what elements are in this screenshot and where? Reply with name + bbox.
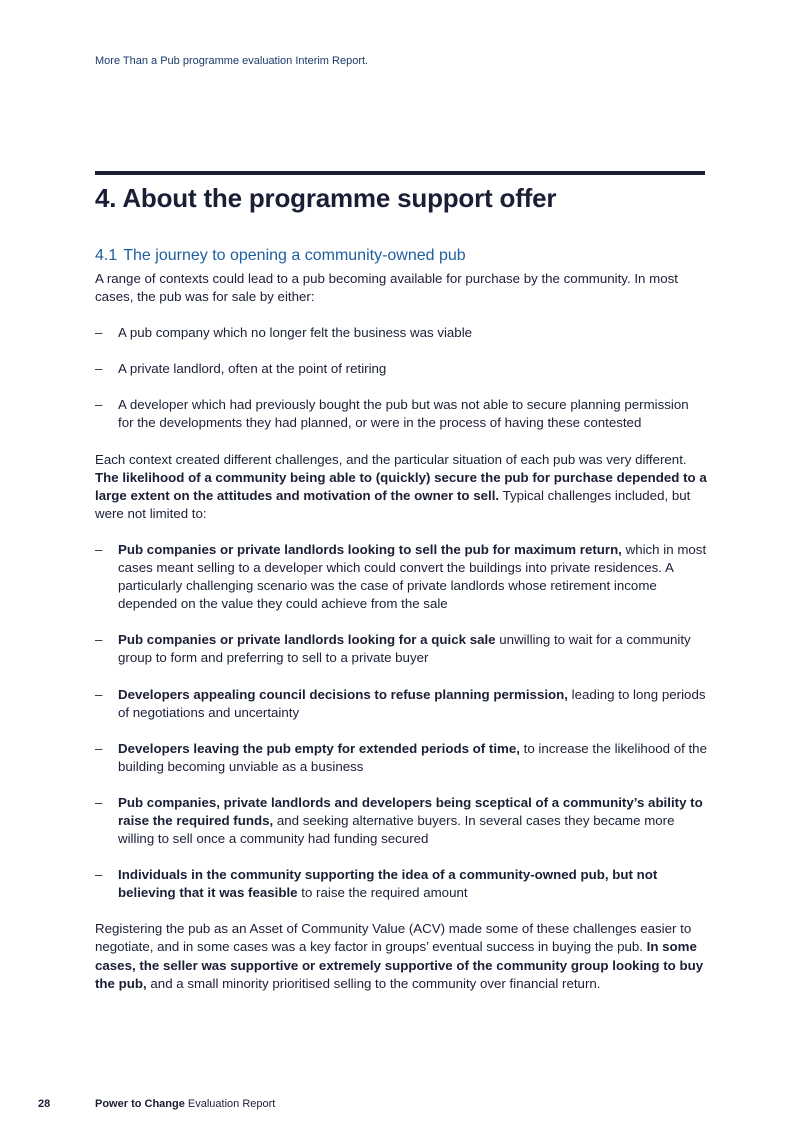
context-text: Each context created different challenges, and the particular situation of each pub was very different. bbox=[95, 451, 687, 467]
dash-bullet: – bbox=[95, 541, 103, 557]
list-item bbox=[95, 396, 707, 432]
list-item-text: to raise the required amount bbox=[297, 885, 468, 901]
context-emphasis: The likelihood of a community being able to (quickly) secure the pub for purchase depended to a large extent on the attitudes and motivation of the owner to sell. bbox=[95, 469, 707, 503]
footer-report-title bbox=[95, 1098, 275, 1110]
list-item bbox=[95, 631, 707, 667]
dash-bullet: – bbox=[95, 325, 103, 341]
closing-text: Registering the pub as an Asset of Community Value (ACV) made some of these challenges easier to negotiate, and in some cases was a key factor in groups’ eventual success in buying the pub. bbox=[95, 921, 692, 955]
dash-bullet: – bbox=[95, 867, 103, 883]
list-item-emphasis: Pub companies, private landlords and developers being sceptical of a community’s ability to raise the required funds, bbox=[118, 794, 703, 828]
list-item bbox=[95, 866, 707, 902]
list-item-emphasis: Individuals in the community supporting the idea of a community-owned pub, but not believing that it was feasible bbox=[118, 867, 658, 901]
running-header: More Than a Pub programme evaluation Interim Report. bbox=[95, 55, 369, 67]
context-text-end: Typical challenges included, but were not limited to: bbox=[95, 487, 691, 521]
closing-text-end: and a small minority prioritised selling to the community over financial return. bbox=[146, 975, 601, 991]
list-item-text: and seeking alternative buyers. In several cases they became more willing to sell once a community had funding secured bbox=[118, 812, 675, 847]
seller-list bbox=[95, 324, 707, 432]
list-item-text: unwilling to wait for a community group to form and preferring to sell to a private buyer bbox=[118, 632, 691, 666]
page-number: 28 bbox=[38, 1098, 51, 1110]
list-item-text: leading to long periods of negotiations and uncertainty bbox=[118, 686, 706, 720]
intro-paragraph: A range of contexts could lead to a pub becoming available for purchase by the community. In most cases, the pub was for sale by either: bbox=[95, 271, 678, 305]
context-paragraph bbox=[95, 451, 707, 523]
list-item-text: which in most cases meant selling to a developer which could convert the buildings into private residences. A particularly challenging scenario was the case of private landlords whose retirement income depended on the value they could achieve from the sale bbox=[118, 541, 707, 612]
list-item-text: A developer which had previously bought the pub but was not able to secure planning permission for the developments they had planned, or were in the process of having these contested bbox=[118, 397, 689, 431]
list-item bbox=[95, 740, 707, 776]
dash-bullet: – bbox=[95, 397, 103, 413]
footer-report: Evaluation Report bbox=[184, 1098, 276, 1110]
dash-bullet: – bbox=[95, 361, 103, 377]
dash-bullet: – bbox=[95, 632, 103, 648]
list-item bbox=[95, 794, 707, 848]
list-item-text: to increase the likelihood of the building becoming unviable as a business bbox=[118, 740, 707, 774]
dash-bullet: – bbox=[95, 686, 103, 702]
list-item bbox=[95, 360, 707, 378]
challenge-list bbox=[95, 541, 707, 902]
list-item-text: A private landlord, often at the point of retiring bbox=[118, 361, 387, 377]
section-number: 4.1 bbox=[95, 247, 118, 264]
list-item bbox=[95, 541, 707, 613]
list-item bbox=[95, 686, 707, 722]
list-item-emphasis: Pub companies or private landlords looking to sell the pub for maximum return, bbox=[118, 541, 622, 557]
dash-bullet: – bbox=[95, 740, 103, 756]
list-item bbox=[95, 324, 707, 342]
list-item-text: A pub company which no longer felt the business was viable bbox=[118, 325, 473, 341]
footer-org: Power to Change bbox=[95, 1098, 185, 1110]
closing-emphasis: In some cases, the seller was supportive or extremely supportive of the community group looking to buy the pub, bbox=[95, 939, 704, 991]
list-item-emphasis: Pub companies or private landlords looking for a quick sale bbox=[118, 632, 496, 648]
list-item-emphasis: Developers appealing council decisions to refuse planning permission, bbox=[118, 686, 568, 702]
section-title: The journey to opening a community-owned pub bbox=[123, 247, 466, 264]
list-item-emphasis: Developers leaving the pub empty for extended periods of time, bbox=[118, 740, 520, 756]
section-heading bbox=[95, 246, 707, 266]
chapter-rule bbox=[95, 171, 705, 175]
dash-bullet: – bbox=[95, 794, 103, 810]
main-content bbox=[95, 246, 707, 1011]
chapter-title: 4. About the programme support offer bbox=[95, 183, 557, 213]
closing-paragraph bbox=[95, 920, 707, 992]
